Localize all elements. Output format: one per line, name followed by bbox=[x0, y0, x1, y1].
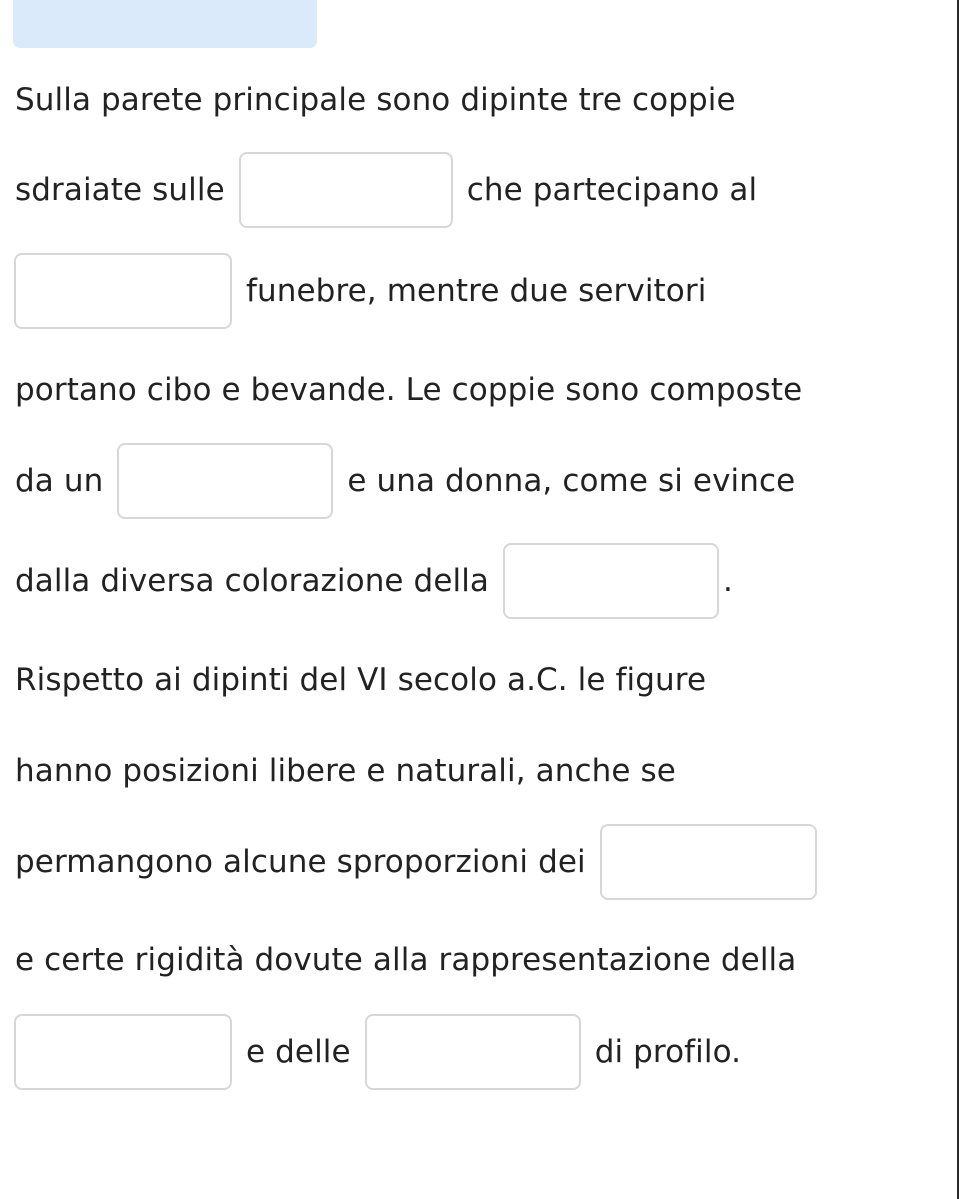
sentence-text: che partecipano al bbox=[466, 172, 758, 208]
sentence-text: dalla diversa colorazione della bbox=[15, 563, 490, 599]
text-line-10 bbox=[15, 920, 796, 1000]
sentence-text: da un bbox=[15, 463, 104, 499]
sentence-text: permangono alcune sproporzioni dei bbox=[15, 844, 586, 880]
sentence-text: . bbox=[723, 563, 734, 599]
top-banner bbox=[13, 0, 317, 48]
answer-blank-1[interactable] bbox=[239, 152, 453, 228]
answer-blank-2[interactable] bbox=[14, 253, 232, 329]
sentence-text: e delle bbox=[246, 1034, 351, 1070]
sentence-text: e una donna, come si evince bbox=[347, 463, 796, 499]
sentence-text: Rispetto ai dipinti del VI secolo a.C. le figure bbox=[15, 662, 707, 698]
text-line-6 bbox=[15, 541, 733, 621]
sentence-text: sdraiate sulle bbox=[15, 172, 225, 208]
sentence-text: e certe rigidità dovute alla rappresentazione della bbox=[15, 942, 797, 978]
text-line-9 bbox=[15, 822, 817, 902]
sentence-text: funebre, mentre due servitori bbox=[246, 273, 707, 309]
sentence-text: hanno posizioni libere e naturali, anche se bbox=[15, 753, 676, 789]
answer-blank-4[interactable] bbox=[503, 543, 719, 619]
sentence-text: portano cibo e bevande. Le coppie sono composte bbox=[15, 372, 803, 408]
text-line-8 bbox=[15, 731, 676, 811]
answer-blank-5[interactable] bbox=[600, 824, 817, 900]
answer-blank-7[interactable] bbox=[365, 1014, 581, 1090]
text-line-5 bbox=[15, 441, 795, 521]
answer-blank-3[interactable] bbox=[117, 443, 333, 519]
sentence-text: di profilo. bbox=[594, 1034, 742, 1070]
answer-blank-6[interactable] bbox=[14, 1014, 232, 1090]
sentence-text: Sulla parete principale sono dipinte tre coppie bbox=[15, 82, 736, 118]
text-line-4 bbox=[15, 350, 802, 430]
text-line-2 bbox=[15, 150, 757, 230]
text-line-1 bbox=[15, 60, 736, 140]
text-line-3 bbox=[14, 251, 706, 331]
text-line-11 bbox=[14, 1012, 741, 1092]
text-line-7 bbox=[15, 640, 706, 720]
